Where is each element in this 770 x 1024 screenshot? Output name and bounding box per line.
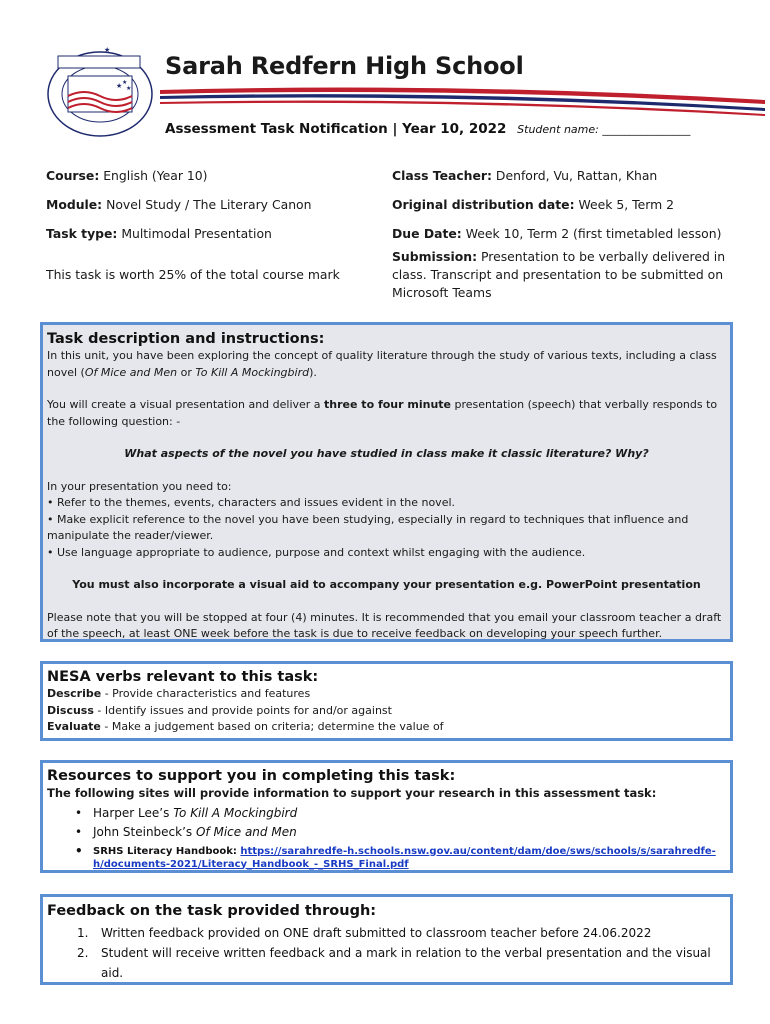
need-item-2: • Make explicit reference to the novel you have been studying, especially in regard to techniques that influence and manipulate the reader/viewer. [47, 512, 689, 542]
task-create: You will create a visual presentation and deliver a three to four minute presentation (speech) that verbally responds to the following question: - [47, 398, 718, 428]
need-heading: In your presentation you need to: [47, 479, 232, 493]
feedback-box [40, 894, 733, 985]
due-date-line: Due Date: Week 10, Term 2 (first timetabled lesson) [392, 226, 722, 241]
task-type-line: Task type: Multimodal Presentation [46, 226, 272, 241]
student-name-label: Student name: ________________ [517, 123, 691, 136]
task-heading: Task description and instructions: [47, 331, 325, 347]
distribution-line: Original distribution date: Week 5, Term 2 [392, 197, 674, 212]
resources-box [40, 760, 733, 873]
feedback-item: 2. Student will receive written feedback and a mark in relation to the verbal presentation and the visual aid. [77, 946, 711, 980]
feedback-item: 1. Written feedback provided on ONE draft submitted to classroom teacher before 24.06.2022 [77, 926, 652, 940]
module-line: Module: Novel Study / The Literary Canon [46, 197, 312, 212]
nesa-verbs-box [40, 661, 733, 741]
visual-aid-note: You must also incorporate a visual aid to accompany your presentation e.g. PowerPoint presentation [72, 578, 701, 591]
task-question: What aspects of the novel you have studied in class make it classic literature? Why? [124, 447, 649, 460]
svg-text:★: ★ [116, 82, 123, 90]
resources-heading: Resources to support you in completing this task: [47, 768, 456, 784]
literacy-handbook-link[interactable]: https://sarahredfe-h.schools.nsw.gov.au/content/dam/doe/sws/schools/s/sarahredfe-h/documents-2021/Literacy_Handbook_-_SRHS_Final.pdf [93, 845, 716, 870]
nesa-verb-evaluate: Evaluate - Make a judgement based on criteria; determine the value of [47, 720, 444, 733]
assessment-header [165, 121, 690, 137]
school-logo [44, 44, 156, 140]
resource-item-literacy-handbook: • SRHS Literacy Handbook: https://sarahredfe-h.schools.nsw.gov.au/content/dam/doe/sws/schools/s/sarahredfe-h/documents-2021/Literacy_Handbook_-_SRHS_Final.pdf [75, 843, 716, 870]
task-description-box [40, 322, 733, 642]
notification-title: Assessment Task Notification | Year 10, 2022 [165, 121, 507, 137]
svg-text:★: ★ [104, 46, 111, 54]
task-intro: In this unit, you have been exploring the concept of quality literature through the study of various texts, including a class novel (Of Mice and Men or To Kill A Mockingbird). [47, 349, 717, 379]
need-item-3: • Use language appropriate to audience, purpose and context whilst engaging with the audience. [47, 545, 586, 559]
resource-item-mockingbird: • Harper Lee’s To Kill A Mockingbird [75, 805, 298, 820]
resource-item-mice-and-men: • John Steinbeck’s Of Mice and Men [75, 824, 297, 839]
nesa-verb-describe: Describe - Provide characteristics and features [47, 687, 311, 700]
svg-text:★: ★ [122, 79, 128, 86]
nesa-heading: NESA verbs relevant to this task: [47, 669, 319, 685]
course-line: Course: English (Year 10) [46, 168, 208, 183]
need-item-1: • Refer to the themes, events, characters and issues evident in the novel. [47, 496, 456, 509]
class-teacher-line: Class Teacher: Denford, Vu, Rattan, Khan [392, 168, 658, 183]
header-swoosh [160, 82, 765, 116]
svg-text:★: ★ [126, 85, 132, 92]
resources-subheading: The following sites will provide information to support your research in this assessment task: [47, 786, 657, 800]
submission-line: Submission: Presentation to be verbally delivered in class. Transcript and presentation to be submitted on Microsoft Teams [392, 249, 726, 300]
time-note: Please note that you will be stopped at four (4) minutes. It is recommended that you email your classroom teacher a draft of the speech, at least ONE week before the task is due to receive feedback on developing your speech further. [47, 610, 722, 640]
school-name: Sarah Redfern High School [165, 52, 524, 80]
nesa-verb-discuss: Discuss - Identify issues and provide points for and/or against [47, 703, 392, 717]
worth-line: This task is worth 25% of the total course mark [46, 267, 340, 282]
feedback-heading: Feedback on the task provided through: [47, 903, 377, 919]
